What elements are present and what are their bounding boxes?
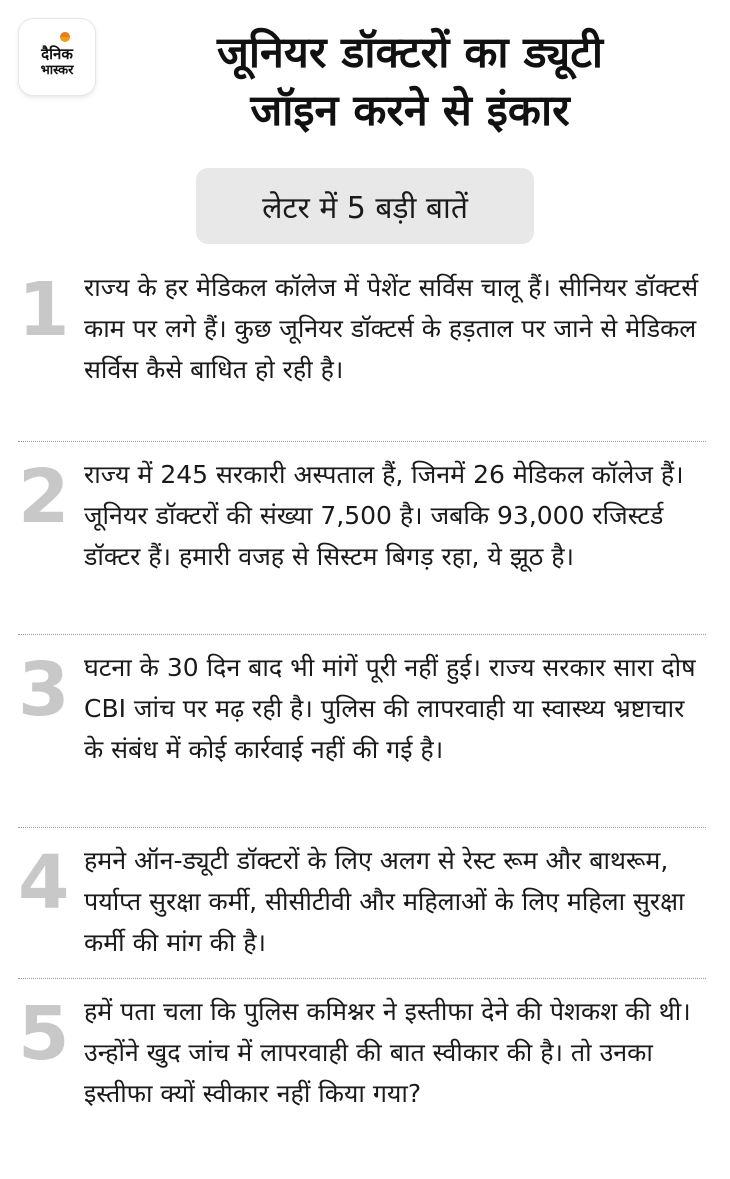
point-text: घटना के 30 दिन बाद भी मांगें पूरी नहीं हुई। राज्य सरकार सारा दोष CBI जांच पर मढ़ रही है। पुलिस की लापरवाही या स्वास्थ्य भ्रष्टाचार के संबंध में कोई कार्रवाई नहीं की गई है।	[84, 653, 696, 764]
title-line-1: जूनियर डॉक्टरों का ड्यूटी	[216, 28, 604, 78]
point-number: 3	[18, 647, 70, 733]
point-text: हमने ऑन-ड्यूटी डॉक्टरों के लिए अलग से रेस्ट रूम और बाथरूम, पर्याप्त सुरक्षा कर्मी, सीसीटीवी और महिलाओं के लिए महिला सुरक्षा कर्मी की मांग की है।	[84, 846, 685, 957]
point-number: 5	[18, 991, 70, 1077]
page-title	[100, 24, 720, 140]
subtitle-text: लेटर में 5 बड़ी बातें	[262, 190, 468, 226]
logo-text-line1: दैनिक	[41, 45, 73, 63]
dainik-bhaskar-logo	[19, 19, 95, 95]
point-item-3	[18, 635, 706, 828]
key-points-list	[18, 255, 706, 1179]
point-item-2	[18, 442, 706, 635]
subtitle-badge	[196, 168, 534, 244]
point-text: राज्य में 245 सरकारी अस्पताल हैं, जिनमें 26 मेडिकल कॉलेज हैं। जूनियर डॉक्टरों की संख्या 7,500 है। जबकि 93,000 रजिस्टर्ड डॉक्टर हैं। हमारी वजह से सिस्टम बिगड़ रहा, ये झूठ है।	[84, 460, 684, 571]
point-item-4	[18, 828, 706, 979]
point-number: 4	[18, 840, 70, 926]
point-item-1	[18, 255, 706, 442]
point-number: 1	[18, 267, 70, 353]
point-text: हमें पता चला कि पुलिस कमिश्नर ने इस्तीफा देने की पेशकश की थी। उन्होंने खुद जांच में लापरवाही की बात स्वीकार की है। तो उनका इस्तीफा क्यों स्वीकार नहीं किया गया?	[84, 997, 691, 1108]
sun-icon	[57, 29, 73, 45]
point-item-5	[18, 979, 706, 1179]
logo-text-line2: भास्कर	[40, 63, 74, 78]
title-line-2: जॉइन करने से इंकार	[250, 86, 570, 136]
point-number: 2	[18, 454, 70, 540]
point-text: राज्य के हर मेडिकल कॉलेज में पेशेंट सर्विस चालू हैं। सीनियर डॉक्टर्स काम पर लगे हैं। कुछ जूनियर डॉक्टर्स के हड़ताल पर जाने से मेडिकल सर्विस कैसे बाधित हो रही है।	[84, 273, 699, 384]
